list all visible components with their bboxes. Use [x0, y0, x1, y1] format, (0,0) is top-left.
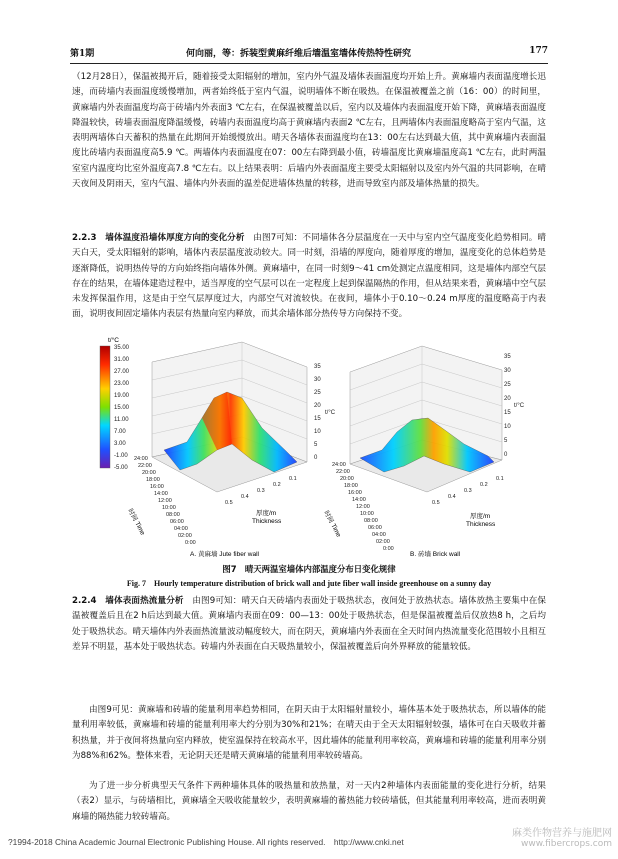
time-axis-label: 时间 Time [126, 507, 147, 537]
z-tick: 35 [504, 354, 511, 360]
page-footer [8, 828, 612, 852]
time-tick: 20:00 [340, 476, 354, 482]
z-tick: 15 [314, 416, 321, 422]
thickness-axis-label-en: Thickness [252, 518, 282, 525]
colorbar [100, 336, 130, 471]
colorbar-tick: 23.00 [114, 381, 130, 387]
thickness-axis-label: 厚度/m [256, 510, 277, 517]
time-tick: 20:00 [142, 470, 156, 476]
z-tick: 10 [504, 424, 511, 430]
paragraph: 为了进一步分析典型天气条件下两种墙体具体的吸热量和放热量，对一天内2种墙体内表面能量的变化进行分析，结果（表2）显示，与砖墙相比，黄麻墙全天吸收能量较少，表明黄麻墙的蓄热能力较砖墙低，但其能量利用率较高，进而表明黄麻墙的隔热能力较砖墙高。 [72, 781, 546, 822]
thickness-tick: 0.3 [257, 488, 265, 494]
z-tick: 20 [504, 396, 511, 402]
panel-b-brick-wall [322, 346, 524, 558]
time-tick: 12:00 [356, 504, 370, 510]
z-axis-label: t/°C [325, 410, 336, 416]
time-tick: 16:00 [150, 484, 164, 490]
z-tick: 0 [504, 452, 508, 458]
time-tick: 08:00 [364, 518, 378, 524]
section-heading: 2.2.3 墙体温度沿墙体厚度方向的变化分析 [72, 233, 245, 243]
colorbar-tick: 27.00 [114, 369, 130, 375]
watermark-cn: 麻类作物营养与施肥网 [512, 828, 612, 839]
colorbar-tick: 3.00 [114, 441, 126, 447]
thickness-axis-label-en: Thickness [466, 521, 496, 528]
colorbar-tick: 15.00 [114, 405, 130, 411]
z-tick: 5 [504, 438, 508, 444]
page-header [70, 46, 548, 62]
time-tick: 06:00 [170, 519, 184, 525]
thickness-tick: 0.1 [496, 476, 504, 482]
time-tick: 18:00 [344, 483, 358, 489]
z-tick: 35 [314, 364, 321, 370]
section-heading: 2.2.4 墙体表面热流量分析 [72, 596, 184, 606]
colorbar-tick: -1.00 [114, 453, 128, 459]
thickness-tick: 0.5 [432, 500, 440, 506]
section-2-2-4 [72, 594, 546, 655]
time-tick: 16:00 [348, 490, 362, 496]
running-title: 何向丽，等：拆装型黄麻纤维后墙温室墙体传热特性研究 [186, 49, 412, 59]
z-tick: 30 [314, 377, 321, 383]
time-tick: 22:00 [336, 469, 350, 475]
time-tick: 10:00 [360, 511, 374, 517]
panel-b-label: B. 砖墙 Brick wall [410, 551, 461, 558]
panel-a-jute-wall [126, 342, 335, 558]
colorbar-gradient [100, 346, 110, 468]
header-rule [70, 63, 548, 64]
time-tick: 06:00 [368, 525, 382, 531]
time-tick: 04:00 [174, 526, 188, 532]
thickness-tick: 0.4 [448, 494, 456, 500]
thickness-tick: 0.1 [289, 476, 297, 482]
time-tick: 14:00 [352, 497, 366, 503]
page-number: 177 [529, 46, 548, 56]
thickness-tick: 0.5 [225, 500, 233, 506]
colorbar-tick: 11.00 [114, 417, 129, 423]
thickness-tick: 0.2 [273, 482, 281, 488]
z-tick: 0 [314, 455, 318, 461]
text-block-top [72, 70, 546, 192]
time-tick: 12:00 [158, 498, 172, 504]
figure-7 [92, 332, 532, 558]
paragraph: （12月28日），保温被揭开后，随着接受太阳辐射的增加，室内外气温及墙体表面温度均开始上升。黄麻墙内表面温度增长迅速，而砖墙内表面温度缓慢增加，两者始终低于室内气温，说明墙体不断在吸热。在保温被覆盖之前（16：00）的时间里，黄麻墙内外表面温度均高于砖墙内外表面3 ℃左右，在保温被覆盖以后，室内以及墙体内表面温度开始下降，黄麻墙表面温度降温较快，砖墙表面温度降温缓慢，砖墙内表面温度均高于黄麻墙内表面2 ℃左右，且两墙体内表面温度略高于室内气温，这表明两墙体白天蓄积的热量在此期间开始缓慢放出。晴天各墙体表面温度均在13：00左右达到最大值，其中黄麻墙内表面温度比砖墙内表面温度高5.9 ℃。两墙体内表面温度在07：00左右降到最小值，砖墙温度比黄麻墙温度高1 ℃左右，此时两温室室内温度均比室外温度高7.8 ℃左右。以上结果表明：后墙内外表面温度主要受太阳辐射以及室内外气温的共同影响，在晴天夜间及阴雨天，室内气温、墙体内外表面的温差促进墙体热量的转移，进而导致室内部及墙体热量的损失。 [72, 72, 546, 190]
text-block-fig9 [72, 703, 546, 764]
watermark [512, 828, 612, 850]
figure-7-graphic [92, 332, 532, 558]
section-body: 由图9可知：晴天白天砖墙内表面处于吸热状态，夜间处于放热状态。墙体放热主要集中在保温被覆盖后且在2 h后达到最大值。黄麻墙内表面在09：00—13：00处于吸热状态，但是保温被覆盖后仅放热8 h，之后均处于吸热状态。晴天墙体内外表面热流量波动幅度较大，而在阴天，黄麻墙内外表面在全天时间内热流量变化范围较小且相互差异不明显，基本处于吸热状态。砖墙内外表面在白天吸热量较小，保温被覆盖后向外界释放的能量较低。 [72, 596, 546, 652]
time-tick: 10:00 [162, 505, 176, 511]
z-axis-label: t/°C [514, 403, 525, 409]
thickness-tick: 0.4 [241, 494, 249, 500]
colorbar-tick: 31.00 [114, 357, 130, 363]
z-tick: 15 [504, 410, 511, 416]
colorbar-tick: -5.00 [114, 465, 128, 471]
time-tick: 18:00 [146, 477, 160, 483]
paragraph: 由图9可见：黄麻墙和砖墙的能量利用率趋势相同，在阴天由于太阳辐射量较小，墙体基本处于吸热状态，所以墙体的能量利用率较低，黄麻墙和砖墙的能量利用率大约分别为30%和21%；在晴天由于全天太阳辐射较强，墙体可在白天吸收并蓄积热量，并于夜间将热量向室内释放，使室温保持在较高水平，因此墙体的能量利用率较高，黄麻墙和砖墙的能量利用率分别为88%和62%。整体来看，无论阴天还是晴天黄麻墙的能量利用率较砖墙高。 [72, 705, 546, 761]
z-tick: 20 [314, 403, 321, 409]
time-tick: 02:00 [376, 539, 390, 545]
z-tick: 25 [504, 382, 511, 388]
section-2-2-3 [72, 231, 546, 323]
time-tick: 24:00 [134, 456, 148, 462]
copyright-line: ?1994-2018 China Academic Journal Electronic Publishing House. All rights reserved. http://www.cnki.net [8, 837, 404, 847]
time-tick: 14:00 [154, 491, 168, 497]
thickness-tick: 0.2 [480, 482, 488, 488]
time-axis-label: 时间 Time [322, 509, 343, 539]
z-tick: 25 [314, 390, 321, 396]
z-tick: 5 [314, 442, 318, 448]
panel-a-label: A. 黄麻墙 Jute fiber wall [190, 551, 259, 558]
colorbar-tick: 19.00 [114, 393, 130, 399]
thickness-axis-label: 厚度/m [470, 513, 491, 520]
figure-caption-cn: 图7 晴天两温室墙体内部温度分布日变化规律 [222, 564, 396, 574]
z-tick: 30 [504, 368, 511, 374]
watermark-url: www.fibercrops.com [521, 839, 612, 849]
section-body: 由图7可知：不同墙体各分层温度在一天中与室内空气温度变化趋势相同。晴天白天，受太阳辐射的影响，墙体内表层温度波动较大。同一时刻，沿墙的厚度向，随着厚度的增加，温度变化的总体趋势是逐渐降低，说明热传导的方向始终指向墙体外侧。黄麻墙中，在同一时刻9～41 cm处测定点温度相同，这是墙体内部空气层存在的结果，在墙体建造过程中，适当厚度的空气层可以在一定程度上起到保温隔热的作用，但从结果来看，黄麻墙中空气层未发挥保温作用，这是由于空气层厚度过大，内部空气对流较快。在夜间，墙体小于0.10～0.24 m厚度的温度略高于内表面，说明夜间固定墙体内表层有热量向室内释放，而其余墙体部分热传导方向保持不变。 [72, 233, 546, 320]
figure-caption-en: Fig. 7 Hourly temperature distribution of brick wall and jute fiber wall inside greenhouse on a sunny day [126, 579, 492, 588]
thickness-tick: 0.3 [464, 488, 472, 494]
text-block-last [72, 779, 546, 825]
time-tick: 04:00 [372, 532, 386, 538]
time-tick: 0:00 [185, 540, 196, 546]
z-tick: 10 [314, 429, 321, 435]
issue-number: 第1期 [70, 49, 95, 59]
time-tick: 08:00 [166, 512, 180, 518]
colorbar-tick: 7.00 [114, 429, 126, 435]
time-tick: 24:00 [332, 462, 346, 468]
time-tick: 02:00 [178, 533, 192, 539]
colorbar-unit: t/°C [108, 337, 119, 344]
time-tick: 0:00 [383, 546, 394, 552]
time-tick: 22:00 [138, 463, 152, 469]
colorbar-tick: 35.00 [114, 345, 130, 351]
